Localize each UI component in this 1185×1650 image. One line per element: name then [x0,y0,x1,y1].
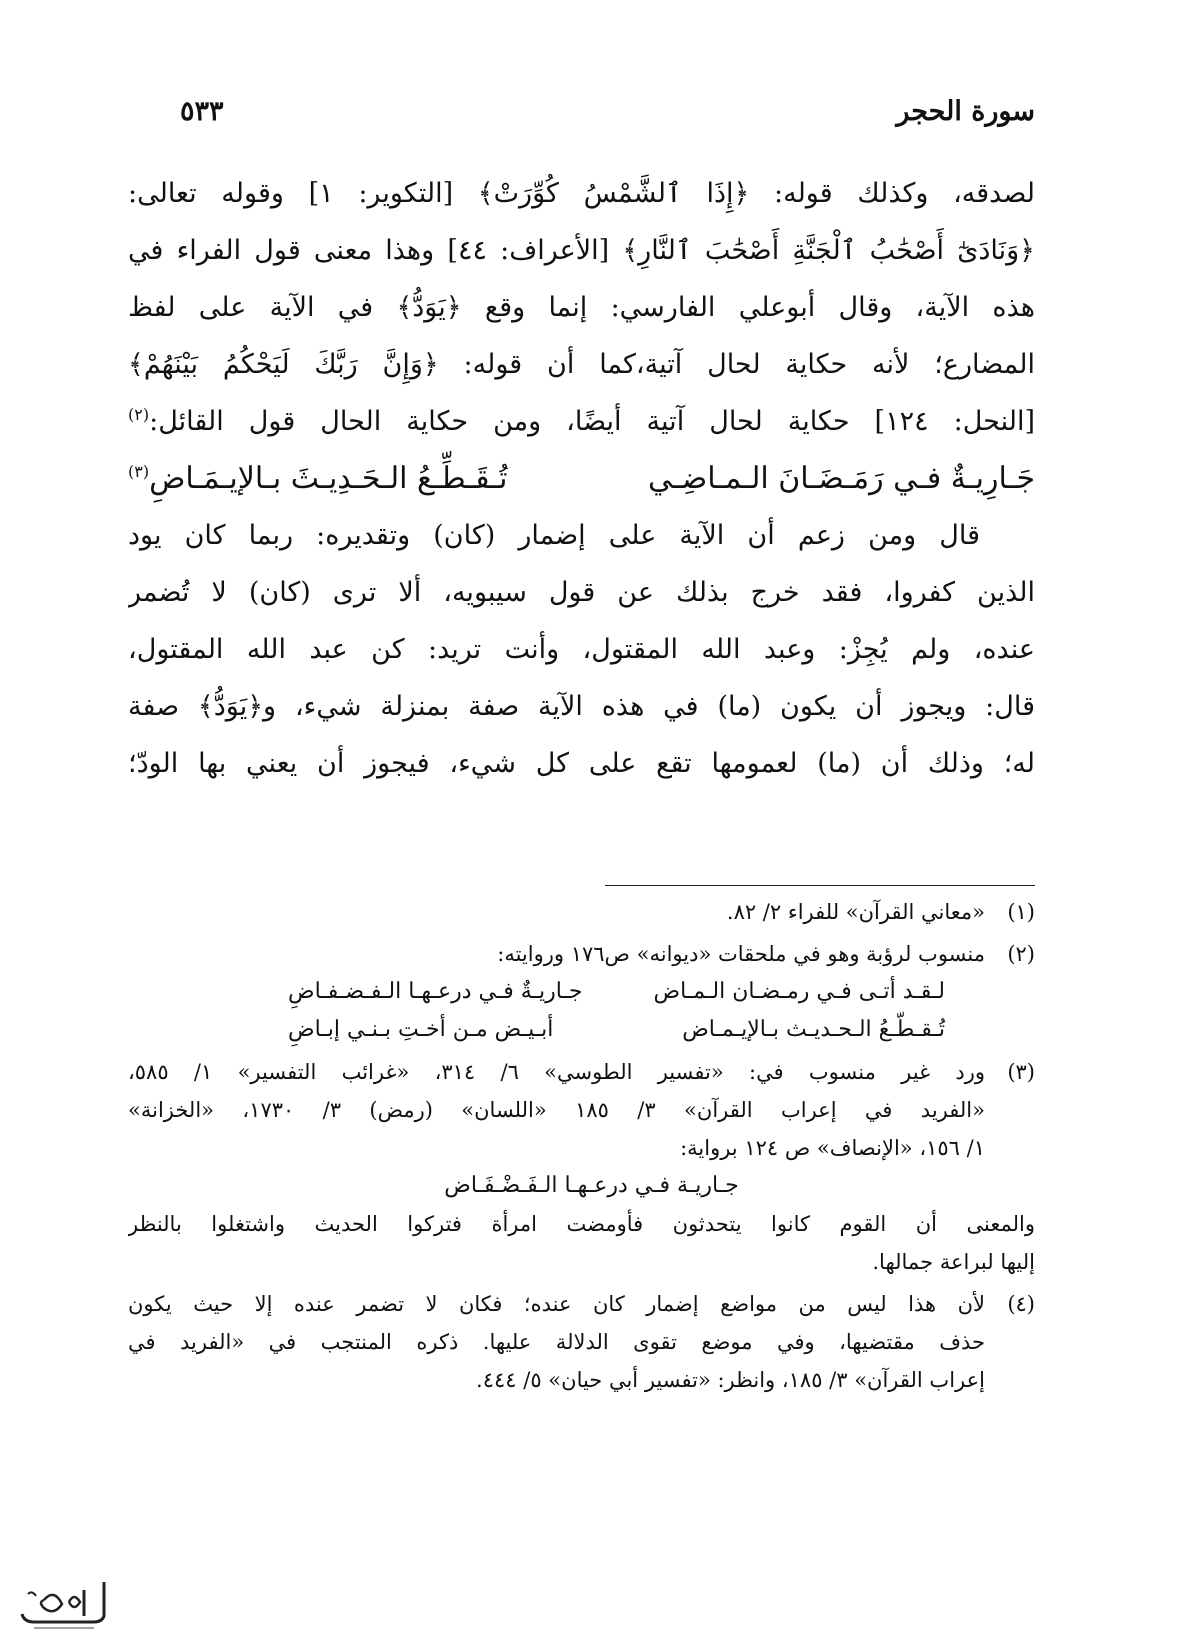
text-line-content: [النحل: ١٢٤] حكاية لحال آتية أيضًا، ومن حكاية الحال قول القائل: [149,406,1035,437]
footnote-line: إليها لبراعة جمالها. [872,1250,1035,1274]
footnote-line: «معاني القرآن» للفراء ٢/ ٨٢. [726,900,985,924]
footnote-number: (٢) [1007,942,1035,966]
footnote-verse [128,1011,985,1049]
footnote-separator [605,885,1035,886]
hemistich-text: تُـقَـطِّـعُ الـحَـدِيـثَ بـالإيـمَـاضِ [149,461,508,496]
footnote-ref[interactable]: (٣) [128,462,150,481]
footnote-line: إعراب القرآن» ٣/ ١٨٥، وانظر: «تفسير أبي حيان» ٥/ ٤٤٤. [476,1368,985,1392]
verse-hemistich-right: لـقـد أتـى فـي رمـضـان الـمـاض [653,979,945,1004]
text-line-content: هذه الآية، وقال أبوعلي الفارسي: إنما وقع ﴿يَوَدُّ﴾ في الآية على لفظ [128,292,1035,323]
publisher-logo-icon [14,1572,114,1634]
footnote-number: (١) [1007,900,1035,924]
verse-hemistich-left: جـاريـةٌ فـي درعـهـا الـفـضـفـاضِ [288,979,583,1004]
footnote-line: حذف مقتضيها، وفي موضع تقوى الدلالة عليها. ذكره المنتجب في «الفريد في [128,1330,985,1354]
footnote-3 [128,1053,1035,1281]
footnote-verse: جـاريـة فـي درعـهـا الـفَـضْـفَـاض [444,1173,739,1198]
footnote-1 [128,893,1035,931]
footnote-number: (٣) [1007,1060,1035,1084]
surah-title: سورة الحجر [896,96,1035,127]
page-number: ٥٣٣ [180,96,224,127]
text-line: الذين كفروا، فقد خرج بذلك عن قول سيبويه، ألا ترى (كان) لا تُضمر [128,577,1035,608]
page-header [180,96,1035,136]
text-line: قال ومن زعم أن الآية على إضمار (كان) وتقديره: ربما كان يود [128,520,980,551]
footnote-ref[interactable]: (٢) [128,405,150,424]
text-line: المضارع؛ لأنه حكاية لحال آتية،كما أن قوله: ﴿وَإِنَّ رَبَّكَ لَيَحْكُمُ بَيْنَهُمْ﴾ [128,349,1035,380]
poetry-verse [128,450,1035,507]
verse-hemistich-left: أبـيـض مـن أخـتِ بـنـي إبـاضِ [288,1017,554,1042]
text-line: له؛ وذلك أن (ما) لعمومها تقع على كل شيء، فيجوز أن يعني بها الودّ؛ [128,748,1035,779]
text-line [128,279,1035,336]
text-line: ﴿وَنَادَىٰٓ أَصْحَٰبُ ٱلْجَنَّةِ أَصْحَٰبَ ٱلنَّارِ﴾ [الأعراف: ٤٤] وهذا معنى قول الفراء في [128,235,1035,266]
footnote-line: منسوب لرؤبة وهو في ملحقات «ديوانه» ص١٧٦ وروايته: [497,942,985,966]
verse-hemistich-right: تُـقـطّـعُ الـحـديـث بـالإيـمـاض [682,1017,945,1042]
footnote-line: لأن هذا ليس من مواضع إضمار كان عنده؛ فكان لا تضمر عنده إلا حيث يكون [128,1292,985,1316]
text-line: عنده، ولم يُجِزْ: وعبد الله المقتول، وأنت تريد: كن عبد الله المقتول، [128,634,1035,665]
verse-hemistich-left [128,450,507,507]
main-text [128,165,1035,792]
footnote-2 [128,935,1035,1049]
footnote-verse [128,973,985,1011]
footnote-line: «الفريد في إعراب القرآن» ٣/ ١٨٥ «اللسان» (رمض) ٣/ ١٧٣٠، «الخزانة» [128,1098,985,1122]
calligraphy-logo-icon [14,1572,114,1634]
footnote-line: ورد غير منسوب في: «تفسير الطوسي» ٦/ ٣١٤، «غرائب التفسير» ١/ ٥٨٥، [128,1060,985,1084]
footnote-line: ١/ ١٥٦، «الإنصاف» ص ١٢٤ برواية: [680,1136,985,1160]
text-line: قال: ويجوز أن يكون (ما) في هذه الآية صفة بمنزلة شيء، و﴿يَوَدُّ﴾ صفة [128,691,1035,722]
footnote-line: والمعنى أن القوم كانوا يتحدثون فأومضت امرأة فتركوا الحديث واشتغلوا بالنظر [128,1212,1035,1236]
footnotes [128,893,1035,1403]
verse-hemistich-right: جَـارِيـةٌ فـي رَمَـضَـانَ الـمـاضِـي [647,461,1035,496]
text-line [128,393,1035,450]
footnote-4 [128,1285,1035,1399]
text-line: لصدقه، وكذلك قوله: ﴿إِذَا ٱلشَّمْسُ كُوِّرَتْ﴾ [التكوير: ١] وقوله تعالى: [128,178,1035,209]
footnote-number: (٤) [1007,1292,1035,1316]
